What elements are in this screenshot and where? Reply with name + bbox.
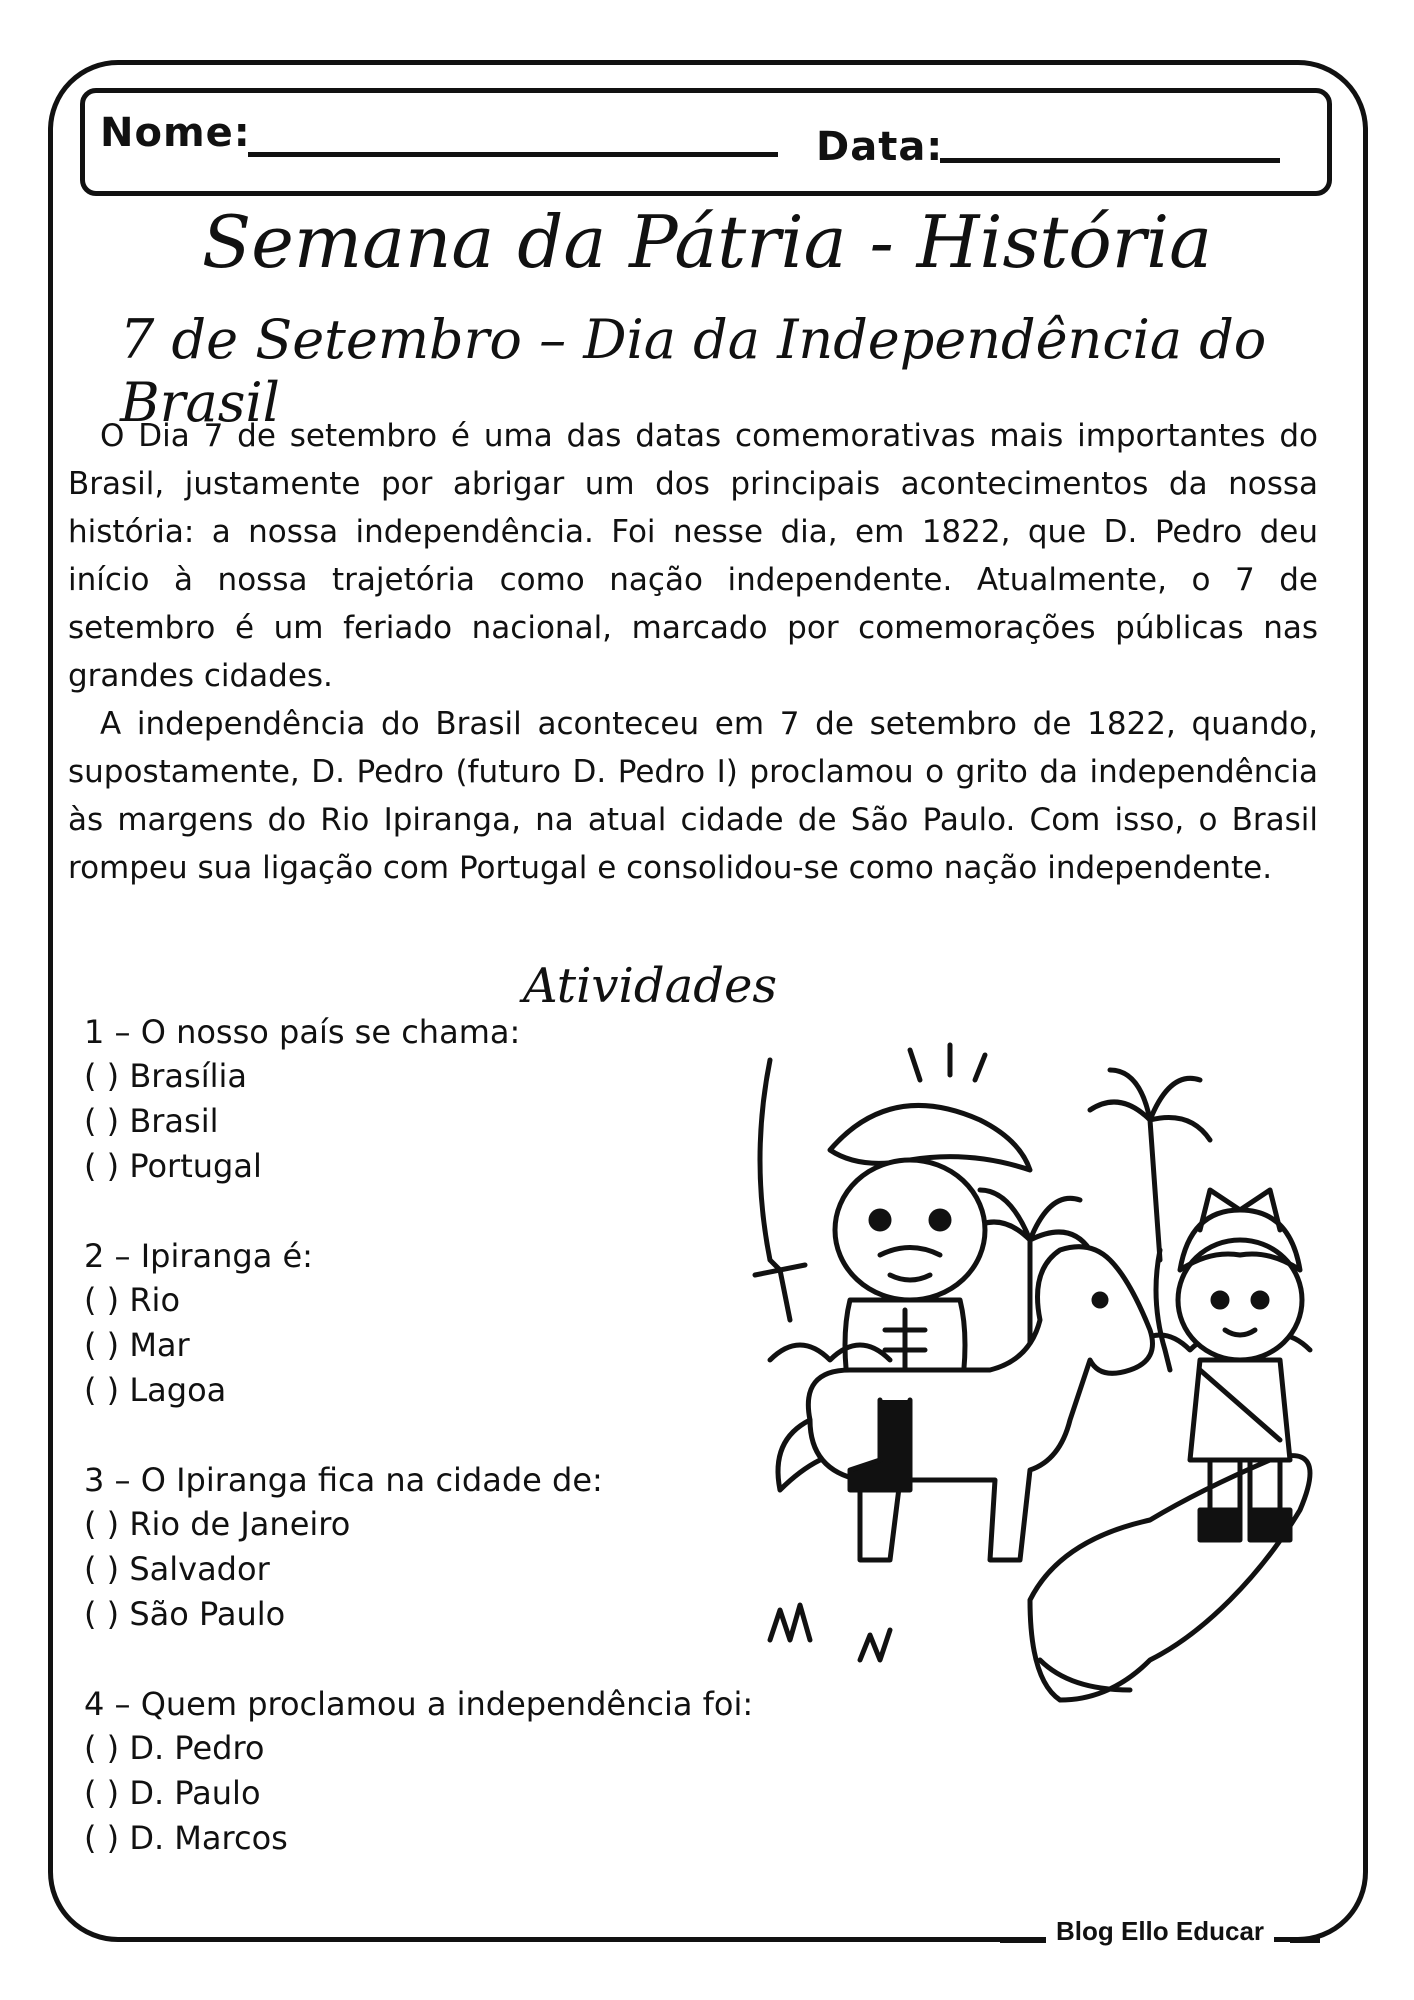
independence-illustration	[730, 1040, 1350, 1720]
option[interactable]: ( ) Mar	[84, 1326, 190, 1364]
name-field[interactable]	[248, 152, 778, 157]
question-text: 2 – Ipiranga é:	[84, 1237, 313, 1275]
question-text: 1 – O nosso país se chama:	[84, 1013, 521, 1051]
option[interactable]: ( ) Rio de Janeiro	[84, 1505, 351, 1543]
option[interactable]: ( ) Portugal	[84, 1147, 262, 1185]
header-box	[80, 88, 1332, 196]
page-title: Semana da Pátria - História	[201, 200, 1213, 284]
footer-rule-right	[1290, 1938, 1320, 1943]
option[interactable]: ( ) Brasil	[84, 1102, 219, 1140]
option[interactable]: ( ) Salvador	[84, 1550, 270, 1588]
footer-rule-left	[1000, 1938, 1050, 1943]
question-2	[84, 1234, 313, 1413]
paragraph-2: A independência do Brasil aconteceu em 7 de setembro de 1822, quando, supostamente, D. Pedro (futuro D. Pedro I) proclamou o grito da independência às margens do Rio Ipiranga, na atual cidade de São Paulo. Com isso, o Brasil rompeu sua ligação com Portugal e consolidou-se como nação independente.	[68, 706, 1318, 886]
option[interactable]: ( ) Lagoa	[84, 1371, 227, 1409]
question-1	[84, 1010, 520, 1189]
activities-title: Atividades	[522, 958, 778, 1014]
page-subtitle: 7 de Setembro – Dia da Independência do Brasil	[120, 308, 1267, 434]
question-text: 4 – Quem proclamou a independência foi:	[84, 1685, 754, 1723]
option[interactable]: ( ) São Paulo	[84, 1595, 286, 1633]
question-4	[84, 1682, 753, 1861]
question-text: 3 – O Ipiranga fica na cidade de:	[84, 1461, 603, 1499]
footer-credit: Blog Ello Educar	[1046, 1916, 1274, 1947]
option[interactable]: ( ) Brasília	[84, 1057, 247, 1095]
question-3	[84, 1458, 603, 1637]
option[interactable]: ( ) Rio	[84, 1281, 181, 1319]
option[interactable]: ( ) D. Paulo	[84, 1774, 261, 1812]
paragraph-1: O Dia 7 de setembro é uma das datas comemorativas mais importantes do Brasil, justamente por abrigar um dos principais acontecimentos da nossa história: a nossa independência. Foi nesse dia, em 1822, que D. Pedro deu início à nossa trajetória como nação independente. Atualmente, o 7 de setembro é um feriado nacional, marcado por comemorações públicas nas grandes cidades.	[68, 418, 1318, 694]
date-field[interactable]	[940, 158, 1280, 163]
option[interactable]: ( ) D. Pedro	[84, 1729, 265, 1767]
date-label: Data:	[816, 124, 944, 170]
name-label: Nome:	[100, 110, 251, 156]
option[interactable]: ( ) D. Marcos	[84, 1819, 288, 1857]
